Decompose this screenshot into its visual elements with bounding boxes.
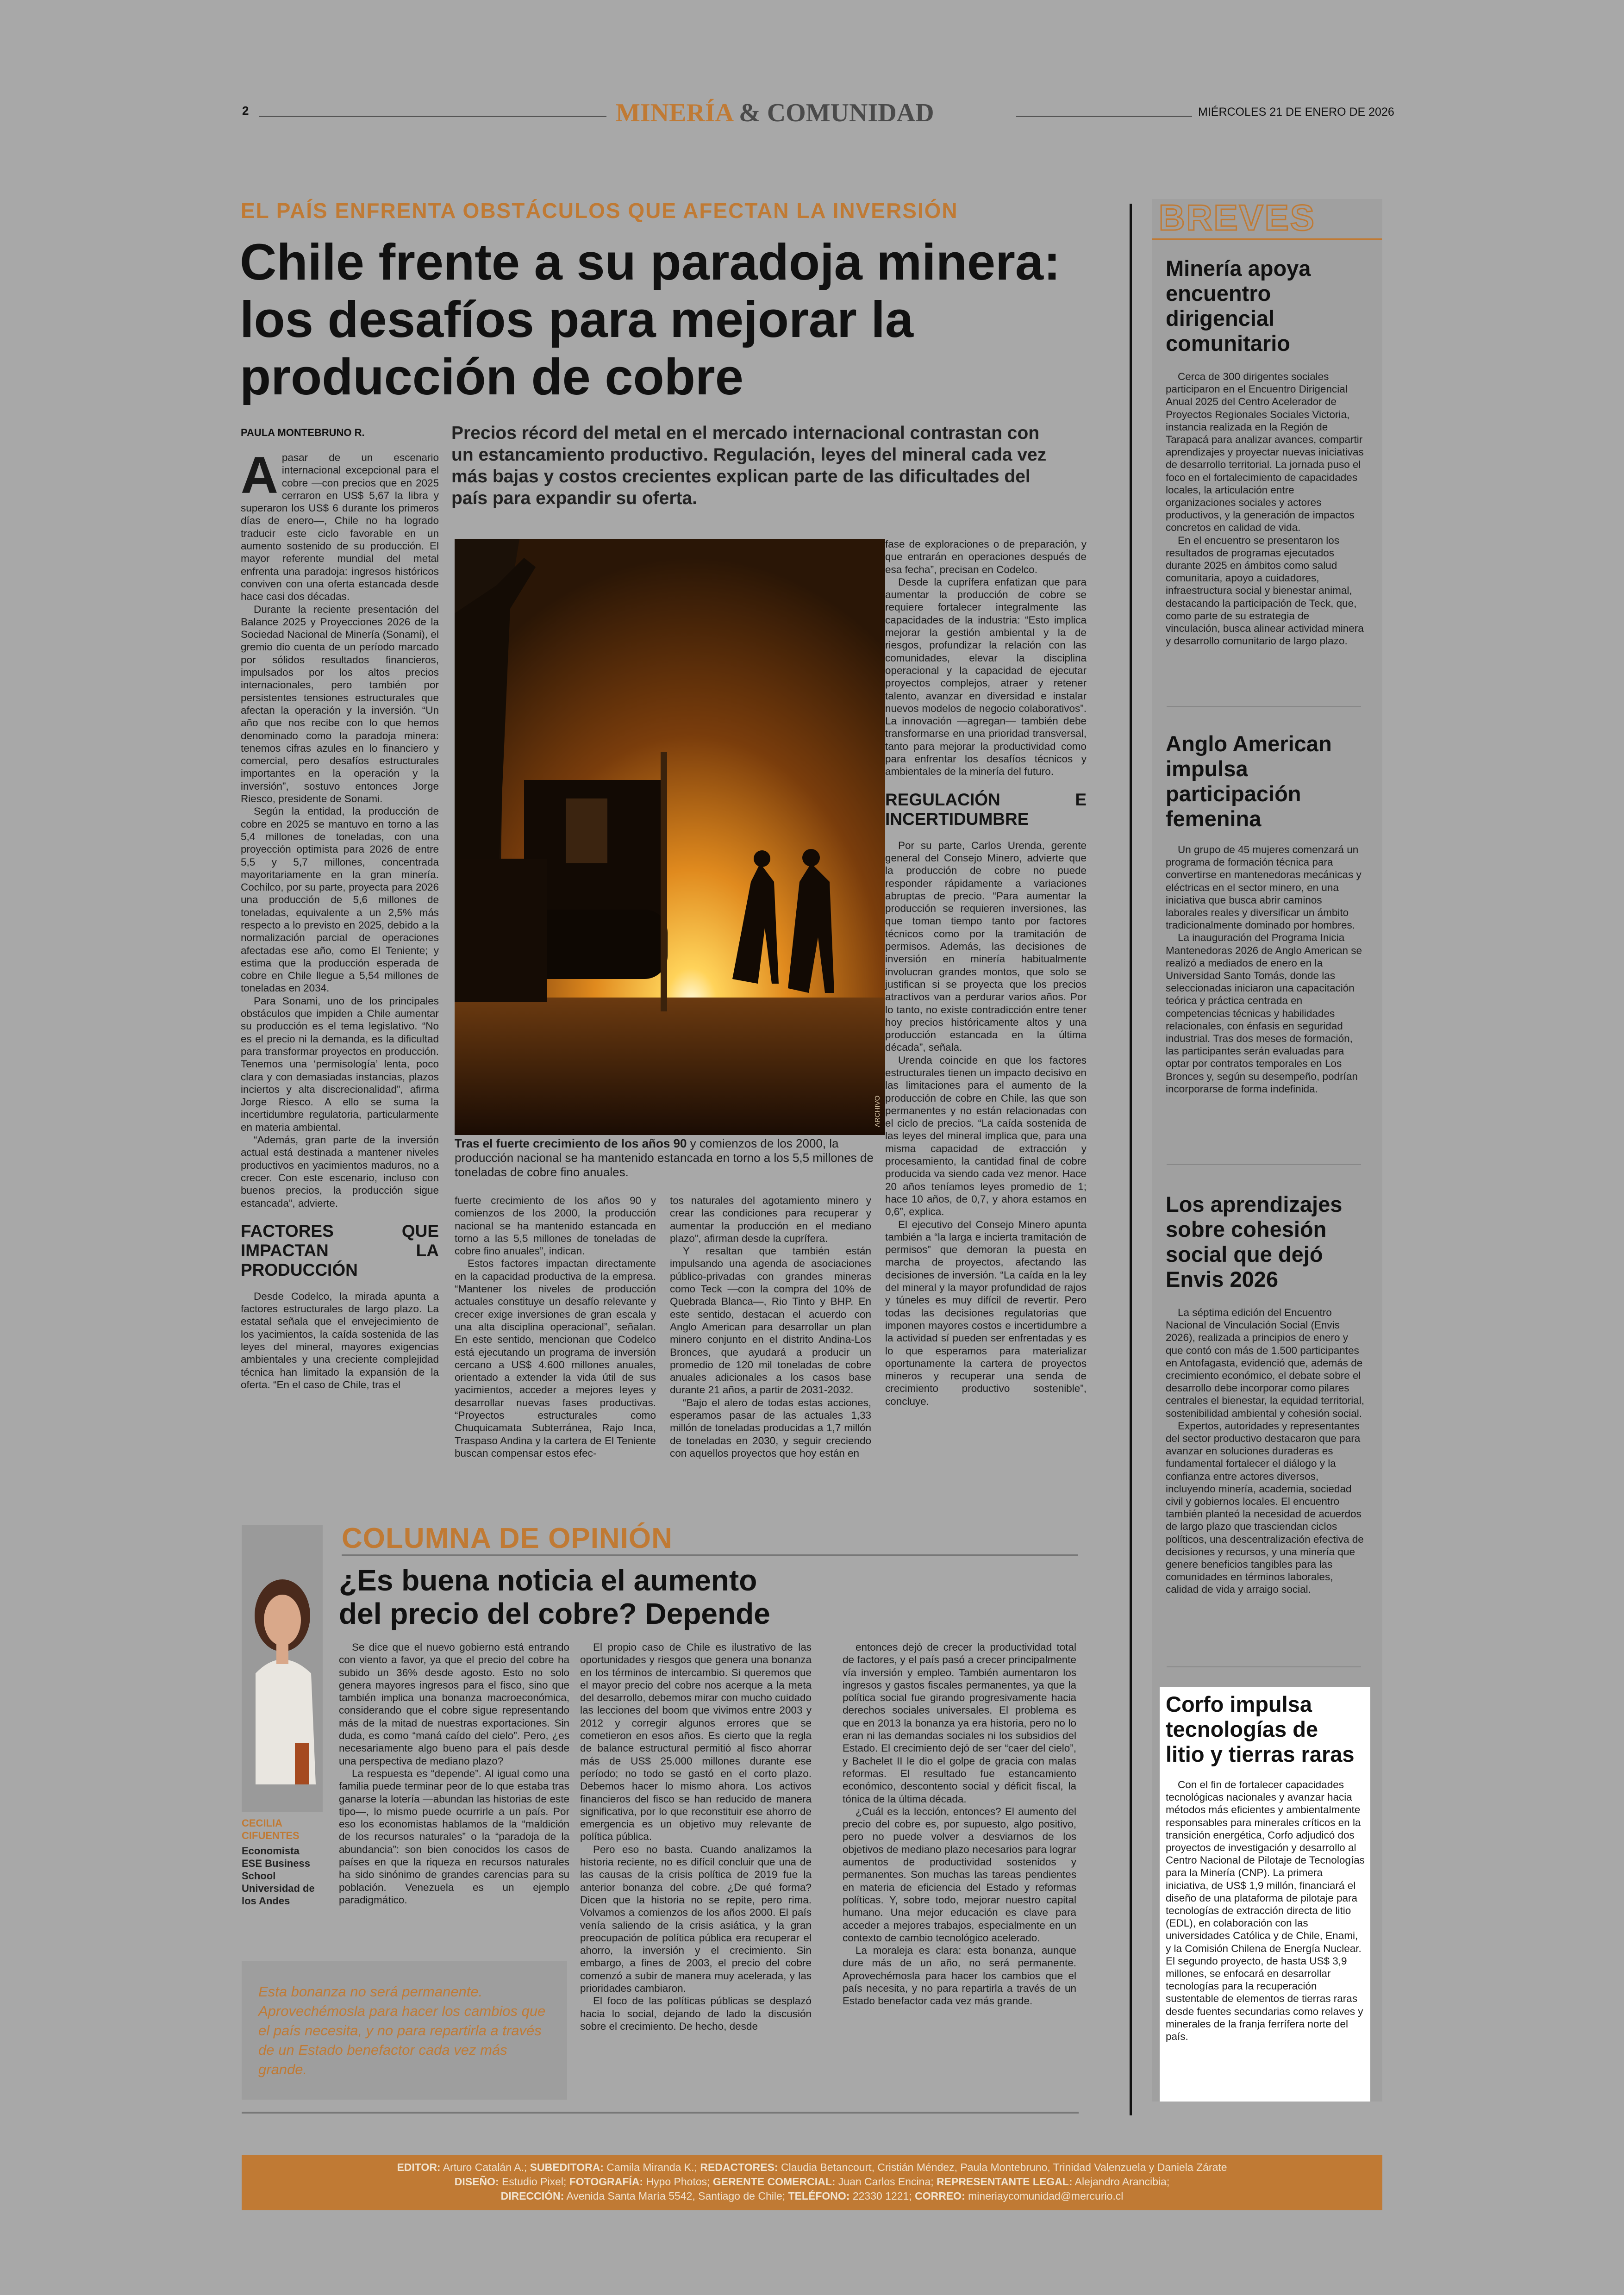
paragraph: tos naturales del agotamiento minero y crear las condiciones para recuperar y aumentar la producción en el mediano plazo”, afirman desde la cuprífera.: [670, 1195, 871, 1244]
paragraph: En el encuentro se presentaron los resultados de programas ejecutados durante 2025 en ámbitos como salud comunitaria, apoyo a cuidadores, infraestructura social y bienestar animal, destacando la participación de Teck, que, como parte de su estrategia de vinculación, busca alinear actividad minera y desarrollo comunitario de largo plazo.: [1166, 534, 1364, 647]
credit-value: Camila Miranda K.;: [603, 2161, 700, 2173]
breves-title: BREVES: [1159, 197, 1316, 238]
credit-value: Hypo Photos;: [643, 2176, 713, 2188]
author-name-line: CIFUENTES: [242, 1830, 300, 1841]
paragraph: Urenda coincide en que los factores estructurales tienen un impacto decisivo en las limitaciones para el aumento de la producción de cobre en Chile, las que son permanentes y no están relacionadas con el ciclo de precios. “La caída sostenida de las leyes del mineral implica que, para una misma capacidad de extracción y procesamiento, la cantidad final de cobre producida va siendo cada vez menor. Hace 20 años teníamos leyes promedio de 1; hace 10 años, de 0,7, y ahora estamos en 0,6”, explica.: [885, 1054, 1087, 1218]
headline-line: producción de cobre: [240, 349, 743, 405]
opinion-column-3: [843, 1641, 1076, 2104]
brief-separator: [1167, 1666, 1361, 1667]
credits-line-3: [242, 2189, 1382, 2203]
paragraph: La séptima edición del Encuentro Nacional de Vinculación Social (Envis 2026), realizada a principios de enero y que contó con más de 1.500 participantes en Antofagasta, evidenció que, además de crecimiento económico, el debate sobre el desarrollo debe incorporar como pilares centrales el bienestar, la equidad territorial, sostenibilidad ambiental y cohesión social.: [1166, 1307, 1364, 1419]
brief-separator: [1167, 706, 1361, 707]
article-lead: [451, 422, 1046, 509]
paragraph: pasar de un escenario internacional excepcional para el cobre —con precios que en 2025 cerraron en US$ 5,67 la libra y superaron los US$ 6 durante los primeros días de enero—, Chile no ha logrado traducir este ciclo favorable en un aumento sostenido de su producción. El mayor referente mundial del metal enfrenta una paradoja: ingresos históricos conviven con una oferta estancada desde hace casi dos décadas.: [241, 452, 439, 603]
paragraph: “Bajo el alero de todas estas acciones, esperamos pasar de las actuales 1,33 millón de toneladas producidas a 1,7 millón de toneladas en 2030, y seguir creciendo con aquellos proyectos que hoy están en: [670, 1397, 871, 1459]
brief-body-3: [1166, 1306, 1365, 1596]
brief-title-line: litio y tierras raras: [1166, 1742, 1355, 1766]
credit-key: FOTOGRAFÍA:: [569, 2176, 643, 2188]
article-column-3: [670, 1194, 871, 1491]
credit-key: GERENTE COMERCIAL:: [712, 2176, 836, 2188]
credit-key: DIRECCIÓN:: [500, 2190, 564, 2202]
breves-divider: [1130, 204, 1132, 2115]
brief-body-1: [1166, 370, 1365, 647]
paragraph: El propio caso de Chile es ilustrativo de las oportunidades y riesgos que genera una bonanza en los términos de intercambio. Si queremos que el mayor precio del cobre nos acerque a la meta del desarrollo, debemos mirar con mucho cuidado las lecciones del boom que vivimos entre 2003 y 2012 y corregir algunos errores que se cometieron en esos años. Es cierto que la regla de balance estructural permitió al fisco ahorrar más de US$ 25.000 millones durante ese período; no todo se gastó en el corto plazo. Debemos hacer lo mismo ahora. Los activos financieros del fisco se han reducido de manera significativa, por lo que reconstituir ese ahorro de emergencia es un objetivo muy relevante de política pública.: [580, 1641, 812, 1843]
brief-title-line: social que dejó: [1166, 1242, 1323, 1266]
author-photo: [242, 1525, 323, 1812]
masthead-comunidad: COMUNIDAD: [767, 99, 934, 127]
lead-line: un estancamiento productivo. Regulación, leyes del mineral cada vez: [451, 445, 1047, 465]
brief-title-line: sobre cohesión: [1166, 1217, 1327, 1241]
article-column-2: [455, 1194, 656, 1491]
lead-line: más bajas y costos crecientes explican parte de las dificultades del: [451, 467, 1031, 486]
article-photo: [455, 539, 885, 1135]
headline-line: los desafíos para mejorar la: [240, 291, 914, 348]
credit-key: TELÉFONO:: [788, 2190, 850, 2202]
caption-bold: Tras el fuerte crecimiento de los años 90: [455, 1136, 687, 1150]
brief-title-line: Los aprendizajes: [1166, 1192, 1343, 1216]
pull-quote: Esta bonanza no será permanente. Aprovechémosla para hacer los cambios que el país necesita, y no para repartirla a través de un Estado benefactor cada vez más grande.: [258, 1983, 546, 2077]
author-role-line: Economista: [242, 1845, 300, 1857]
paragraph: Con el fin de fortalecer capacidades tecnológicas nacionales y avanzar hacia métodos más eficientes y ambientalmente responsables para minerales críticos en la transición energética, Corfo adjudicó dos proyectos de investigación y desarrollo al Centro Nacional de Pilotaje de Tecnologías para la Minería (CNP). La primera iniciativa, de US$ 1,9 millón, financiará el diseño de una plataforma de pilotaje para tecnologías de extracción directa de litio (EDL), en colaboración con las universidades Católica y de Chile, Enami, y la Comisión Chilena de Energía Nuclear. El segundo proyecto, de hasta US$ 3,9 millones, se enfocará en desarrollar tecnologías para la recuperación sustentable de elementos de tierras raras desde fuentes secundarias como relaves y minerales de la franja ferrífera norte del país.: [1166, 1779, 1365, 2043]
paragraph: Y resaltan que también están impulsando una agenda de asociaciones público-privadas con grandes mineras como Teck —con la compra del 10% de Quebrada Blanca—, Rio Tinto y BHP. En este sentido, destacan el acuerdo con Anglo American para desarrollar un plan minero conjunto en el distrito Andina-Los Bronces, que ayudará a producir un promedio de 120 mil toneladas de cobre anuales adicionales a los casos base durante 21 años, a partir de 2031-2032.: [670, 1245, 871, 1396]
paragraph: Para Sonami, uno de los principales obstáculos que impiden a Chile aumentar su producción es el tema legislativo. “No es el precio ni la demanda, es la dificultad para transformar proyectos en producción. Tenemos una ‘permisología’ lenta, poco clara y con demasiadas instancias, plazos inciertos y alta discrecionalidad”, afirma Jorge Riesco. A ello se suma la incertidumbre regulatoria, particularmente en materia ambiental.: [241, 995, 439, 1133]
opinion-column-1: [339, 1641, 569, 1946]
paragraph: Desde la cuprífera enfatizan que para aumentar la producción de cobre se requiere fortalecer integralmente las capacidades de la industria: “Esto implica mejorar la gestión ambiental y la de riesgos, profundizar la relación con las comunidades, elevar la disciplina operacional y la capacidad de ejecutar proyectos complejos, atraer y retener talento, avanzar en diversidad e instalar nuevos modelos de negocio colaborativos”. La innovación —agregan— también debe transformarse en una prioridad transversal, tanto para mejorar la productividad como para enfrentar los desafíos técnicos y ambientales de la minería del futuro.: [885, 576, 1087, 778]
credit-key: REPRESENTANTE LEGAL:: [937, 2176, 1073, 2188]
paragraph: Cerca de 300 dirigentes sociales participaron en el Encuentro Dirigencial Anual 2025 del Centro Acelerador de Proyectos Regionales Sociales Victoria, instancia realizada en la Región de Tarapacá para analizar avances, compartir aprendizajes y proyectar nuevas iniciativas de desarrollo territorial. La jornada puso el foco en el fortalecimiento de capacidades locales, la articulación entre organizaciones sociales y actores productivos, y la generación de impactos concretos en calidad de vida.: [1166, 371, 1364, 534]
credits-footer: [242, 2155, 1382, 2210]
opinion-column-2: [580, 1641, 812, 2104]
credit-key: SUBEDITORA:: [530, 2161, 604, 2173]
brief-title-line: comunitario: [1166, 331, 1290, 355]
issue-date: MIÉRCOLES 21 DE ENERO DE 2026: [1198, 106, 1394, 118]
brief-body-2: [1166, 843, 1365, 1095]
opinion-bottom-rule: [242, 2112, 1079, 2114]
subhead-regulacion: REGULACIÓN E INCERTIDUMBRE: [885, 790, 1087, 829]
opinion-headline-line: ¿Es buena noticia el aumento: [339, 1564, 757, 1597]
credit-key: REDACTORES:: [700, 2161, 778, 2173]
opinion-rule: [342, 1554, 1078, 1556]
photo-credit: ARCHIVO: [874, 1095, 881, 1127]
paragraph: Expertos, autoridades y representantes del sector productivo destacaron que para avanzar en soluciones duraderas es fundamental fortalecer el diálogo y la confianza entre actores diversos, incluyendo minería, academia, sociedad civil y gobiernos locales. El encuentro también planteó la necesidad de acuerdos de largo plazo que trasciendan ciclos políticos, una descentralización efectiva de decisiones y recursos, y una minería que genere beneficios tangibles para las comunidades en términos laborales, calidad de vida y arraigo social.: [1166, 1420, 1364, 1596]
headline-line: Chile frente a su paradoja minera:: [240, 234, 1061, 291]
paragraph: fase de exploraciones o de preparación, y que entrarán en operaciones después de esa fecha”, precisan en Codelco.: [885, 538, 1087, 575]
paragraph: ¿Cuál es la lección, entonces? El aumento del precio del cobre es, por supuesto, algo positivo, pero no puede volver a desviarnos de los objetivos de mediano plazo necesarios para lograr aumentos de productividad sostenidos y permanentes. Son muchas las tareas pendientes en materia de eficiencia del Estado y reformas políticas. Y, sobre todo, mejorar nuestro capital humano. Una mejor educación es clave para acceder a mejores trabajos, especialmente en un contexto de cambio tecnológico acelerado.: [843, 1805, 1076, 1944]
subhead-factores: FACTORES QUE IMPACTAN LA PRODUCCIÓN: [241, 1221, 439, 1279]
masthead: [616, 98, 934, 128]
credits-line-1: [242, 2160, 1382, 2175]
lead-line: país para expandir su oferta.: [451, 488, 698, 508]
credit-value: Arturo Catalán A.;: [440, 2161, 530, 2173]
paragraph: Se dice que el nuevo gobierno está entrando con viento a favor, ya que el precio del cobre ha subido un 36% desde agosto. Esto no solo genera mayores ingresos para el fisco, sino que también implica una bonanza macroeconómica, considerando que el cobre sigue representando más de la mitad de nuestras exportaciones. Sin duda, es como “maná caído del cielo”. Pero, ¿es necesariamente algo bueno para el país desde una perspectiva de mediano plazo?: [339, 1641, 569, 1767]
brief-title-line: tecnologías de: [1166, 1717, 1318, 1741]
author-portrait: [242, 1525, 323, 1812]
paragraph: fuerte crecimiento de los años 90 y comienzos de los 2000, la producción nacional se ha mantenido estancada en torno a las 5,5 millones de toneladas de cobre fino anuales”, indican.: [455, 1195, 656, 1257]
credit-value: Juan Carlos Encina;: [835, 2176, 937, 2188]
brief-title-line: dirigencial: [1166, 306, 1275, 331]
credit-value: Avenida Santa María 5542, Santiago de Chile;: [564, 2190, 788, 2202]
paragraph: Por su parte, Carlos Urenda, gerente general del Consejo Minero, advierte que la producción de cobre no puede responder rápidamente a variaciones abruptas de precio. “Para aumentar la producción se requieren inversiones, las que toman tiempo tanto por factores técnicos como por la tramitación de permisos. Además, las decisiones de inversión en minería habitualmente involucran grandes montos, que solo se justifican si se proyecta que los precios atractivos van a perdurar varios años. Por lo tanto, no existe contradicción entre tener hoy precios históricamente altos y una producción estancada en la última década”, señala.: [885, 839, 1087, 1054]
paragraph: La inauguración del Programa Inicia Mantenedoras 2026 de Anglo American se realizó a mediados de enero en la Universidad Santo Tomás, donde las seleccionadas iniciaron una capacitación teórica y práctica centrada en competencias técnicas y habilidades relacionales, con énfasis en seguridad industrial. Tras dos meses de formación, las participantes serán evaluadas para optar por contratos temporales en Los Bronces y, según su desempeño, podrían incorporarse de forma indefinida.: [1166, 932, 1362, 1095]
paragraph: Estos factores impactan directamente en la capacidad productiva de la empresa. “Mantener los niveles de producción actuales constituye un desafío relevante y crecer exige inversiones de gran escala y una alta disciplina operacional”, señalan. En este sentido, mencionan que Codelco está ejecutando un programa de inversión cercano a US$ 4.600 millones anuales, orientado a extender la vida útil de sus yacimientos, acceder a mejores leyes y desarrollar nuevas fases productivas. “Proyectos estructurales como Chuquicamata Subterránea, Rajo Inca, Traspaso Andina y la cartera de El Teniente buscan compensar estos efec-: [455, 1258, 656, 1459]
paragraph: Desde Codelco, la mirada apunta a factores estructurales de largo plazo. La estatal señala que el envejecimiento de los yacimientos, la caída sostenida de las leyes del mineral, mayores exigencias ambientales y una creciente complejidad técnica han limitado la expansión de la oferta. “En el caso de Chile, tras el: [241, 1290, 439, 1391]
brief-title-2: [1166, 731, 1332, 831]
article-column-4: [885, 538, 1087, 1487]
opinion-author-name: [242, 1817, 300, 1842]
brief-title-line: participación: [1166, 781, 1301, 806]
lead-line: Precios récord del metal en el mercado internacional contrastan con: [451, 423, 1040, 443]
credit-key: CORREO:: [915, 2190, 965, 2202]
page-number: 2: [242, 104, 249, 118]
brief-title-3: [1166, 1192, 1342, 1292]
brief-body-4: [1166, 1778, 1365, 2043]
brief-title-line: femenina: [1166, 806, 1262, 831]
brief-title-line: Minería apoya: [1166, 256, 1311, 281]
credit-key: DISEÑO:: [454, 2176, 499, 2188]
brief-title-line: impulsa: [1166, 756, 1248, 781]
brief-title-line: Envis 2026: [1166, 1267, 1279, 1291]
article-kicker: EL PAÍS ENFRENTA OBSTÁCULOS QUE AFECTAN LA INVERSIÓN: [241, 199, 958, 223]
article-headline: [240, 234, 1061, 406]
photo-caption: [455, 1136, 883, 1179]
caption-text: y comienzos de los 2000, la producción nacional se ha mantenido estancada en torno a los 5,5 millones de toneladas de cobre fino anuales.: [455, 1136, 874, 1179]
header-rule-right: [1016, 116, 1192, 117]
article-column-1: [241, 451, 439, 1488]
brief-separator: [1167, 1164, 1361, 1165]
credits-line-2: [242, 2175, 1382, 2189]
brief-title-line: Anglo American: [1166, 731, 1332, 756]
paragraph: El foco de las políticas públicas se desplazó hacia lo social, dejando de lado la discusión sobre el crecimiento. De hecho, desde: [580, 1995, 812, 2032]
credit-value: mineriaycomunidad@mercurio.cl: [965, 2190, 1124, 2202]
drop-cap: A: [241, 451, 278, 504]
credit-value: 22330 1221;: [849, 2190, 915, 2202]
paragraph: Durante la reciente presentación del Balance 2025 y Proyecciones 2026 de la Sociedad Nacional de Minería (Sonami), el gremio dio cuenta de un período marcado por sólidos resultados financieros, impulsados por los altos precios internacionales, pero también por persistentes tensiones estructurales que afectan la operación y la inversión. “Un año que nos recibe con lo que hemos denominado como la paradoja minera: tenemos cifras azules en lo financiero y comercial, pero desafíos estructurales importantes en la operación y la inversión”, sostuvo entonces Jorge Riesco, presidente de Sonami.: [241, 603, 439, 805]
author-role-line: School: [242, 1870, 276, 1882]
author-name-line: CECILIA: [242, 1817, 282, 1829]
header-rule-left: [259, 116, 606, 117]
brief-title-line: Corfo impulsa: [1166, 1692, 1312, 1716]
paragraph: Según la entidad, la producción de cobre en 2025 se mantuvo en torno a las 5,4 millones de toneladas, con una proyección optimista para 2026 de entre 5,5 y 5,7 millones, concentrada mayoritariamente en la gran minería. Cochilco, por su parte, proyecta para 2026 una producción de 5,6 millones de toneladas, equivalente a un 2,5% más respecto a lo previsto en 2025, debido a la normalización parcial de operaciones afectadas ese año, como El Teniente; y estima que la producción esperada de cobre en Chile llegue a 5,54 millones de toneladas en 2034.: [241, 805, 439, 994]
masthead-amp: &: [739, 99, 761, 127]
opinion-headline: [339, 1564, 770, 1630]
credit-value: Claudia Betancourt, Cristián Méndez, Paula Montebruno, Trinidad Valenzuela y Daniela Zárate: [778, 2161, 1227, 2173]
author-role-line: los Andes: [242, 1895, 290, 1907]
paragraph: Un grupo de 45 mujeres comenzará un programa de formación técnica para convertirse en mantenedoras mecánicas y eléctricas en el sector minero, en una iniciativa que busca abrir caminos laborales reales y diversificar un ámbito tradicionalmente dominado por hombres.: [1166, 844, 1362, 931]
author-byline: PAULA MONTEBRUNO R.: [241, 427, 365, 438]
opinion-headline-line: del precio del cobre? Depende: [339, 1597, 770, 1630]
paragraph: “Además, gran parte de la inversión actual está destinada a mantener niveles productivos en yacimientos maduros, no a crecer. Con este escenario, incluso con buenos precios, la producción sigue estancada”, advierte.: [241, 1134, 439, 1209]
paragraph: Pero eso no basta. Cuando analizamos la historia reciente, no es difícil concluir que una de las causas de la crisis política de 2019 fue la anterior bonanza del cobre. ¿De qué forma? Dicen que la historia no se repite, pero rima. Volvamos a comienzos de los años 2000. El país venía saliendo de la crisis asiática, y la gran preocupación de política pública era recuperar el ahorro, la inversión y el crecimiento. Sin embargo, a fines de 2003, el precio del cobre comenzó a subir de manera muy acelerada, y las prioridades cambiaron.: [580, 1843, 812, 1995]
breves-title-rule: [1152, 238, 1382, 240]
author-role-line: Universidad de: [242, 1883, 315, 1894]
credit-value: Alejandro Arancibia;: [1072, 2176, 1170, 2188]
credit-value: Estudio Pixel;: [499, 2176, 569, 2188]
masthead-mineria: MINERÍA: [616, 99, 733, 127]
opinion-section-title: COLUMNA DE OPINIÓN: [342, 1522, 673, 1554]
paragraph: La respuesta es “depende”. Al igual como una familia puede terminar peor de lo que estaba tras ganarse la lotería —abundan las historias de este tipo—, lo mismo puede ocurrirle a un país. Por eso los economistas hablamos de la “maldición de los recursos naturales” o la “paradoja de la abundancia”: son bien conocidos los casos de países en que la riqueza en recursos naturales ha sido sinónimo de grandes carencias para su población. Venezuela es un ejemplo paradigmático.: [339, 1767, 569, 1906]
sunset-excavator-photo: [455, 539, 885, 1135]
credit-key: EDITOR:: [397, 2161, 441, 2173]
paragraph: entonces dejó de crecer la productividad total de factores, y el país pasó a crecer principalmente vía inversión y empleo. También aumentaron los ingresos y gastos fiscales permanentes, ya que la política social fue girando progresivamente hacia derechos sociales universales. El problema es que en 2013 la bonanza ya era historia, pero no lo eran ni las demandas sociales ni los subsidios del Estado. El crecimiento dejó de ser “caer del cielo”, y Bachelet II le dio el golpe de gracia con malas reformas. El resultado fue estancamiento económico, descontento social y déficit fiscal, la tónica de la última década.: [843, 1641, 1076, 1805]
brief-title-line: encuentro: [1166, 281, 1271, 306]
author-role-line: ESE Business: [242, 1858, 310, 1869]
brief-title-4: [1166, 1692, 1355, 1767]
brief-title-1: [1166, 256, 1311, 356]
paragraph: La moraleja es clara: esta bonanza, aunque dure más de un año, no será permanente. Aprovechémosla para hacer los cambios que el país necesita, y no para repartirla a través de un Estado benefactor cada vez más grande.: [843, 1945, 1076, 2007]
opinion-author-role: [242, 1845, 315, 1907]
paragraph: El ejecutivo del Consejo Minero apunta también a “la larga e incierta tramitación de permisos” que demoran la puesta en marcha de proyectos, afectando las decisiones de inversión. “La caída en la ley del mineral y la mayor profundidad de rajos y túneles es muy difícil de revertir. Pero todas las decisiones regulatorias que imponen mayores costos e incertidumbre a la actividad sí pueden ser enfrentadas y es lo que esperamos para materializar oportunamente la cartera de proyectos mineros y recuperar una senda de crecimiento productivo sostenible”, concluye.: [885, 1218, 1087, 1407]
